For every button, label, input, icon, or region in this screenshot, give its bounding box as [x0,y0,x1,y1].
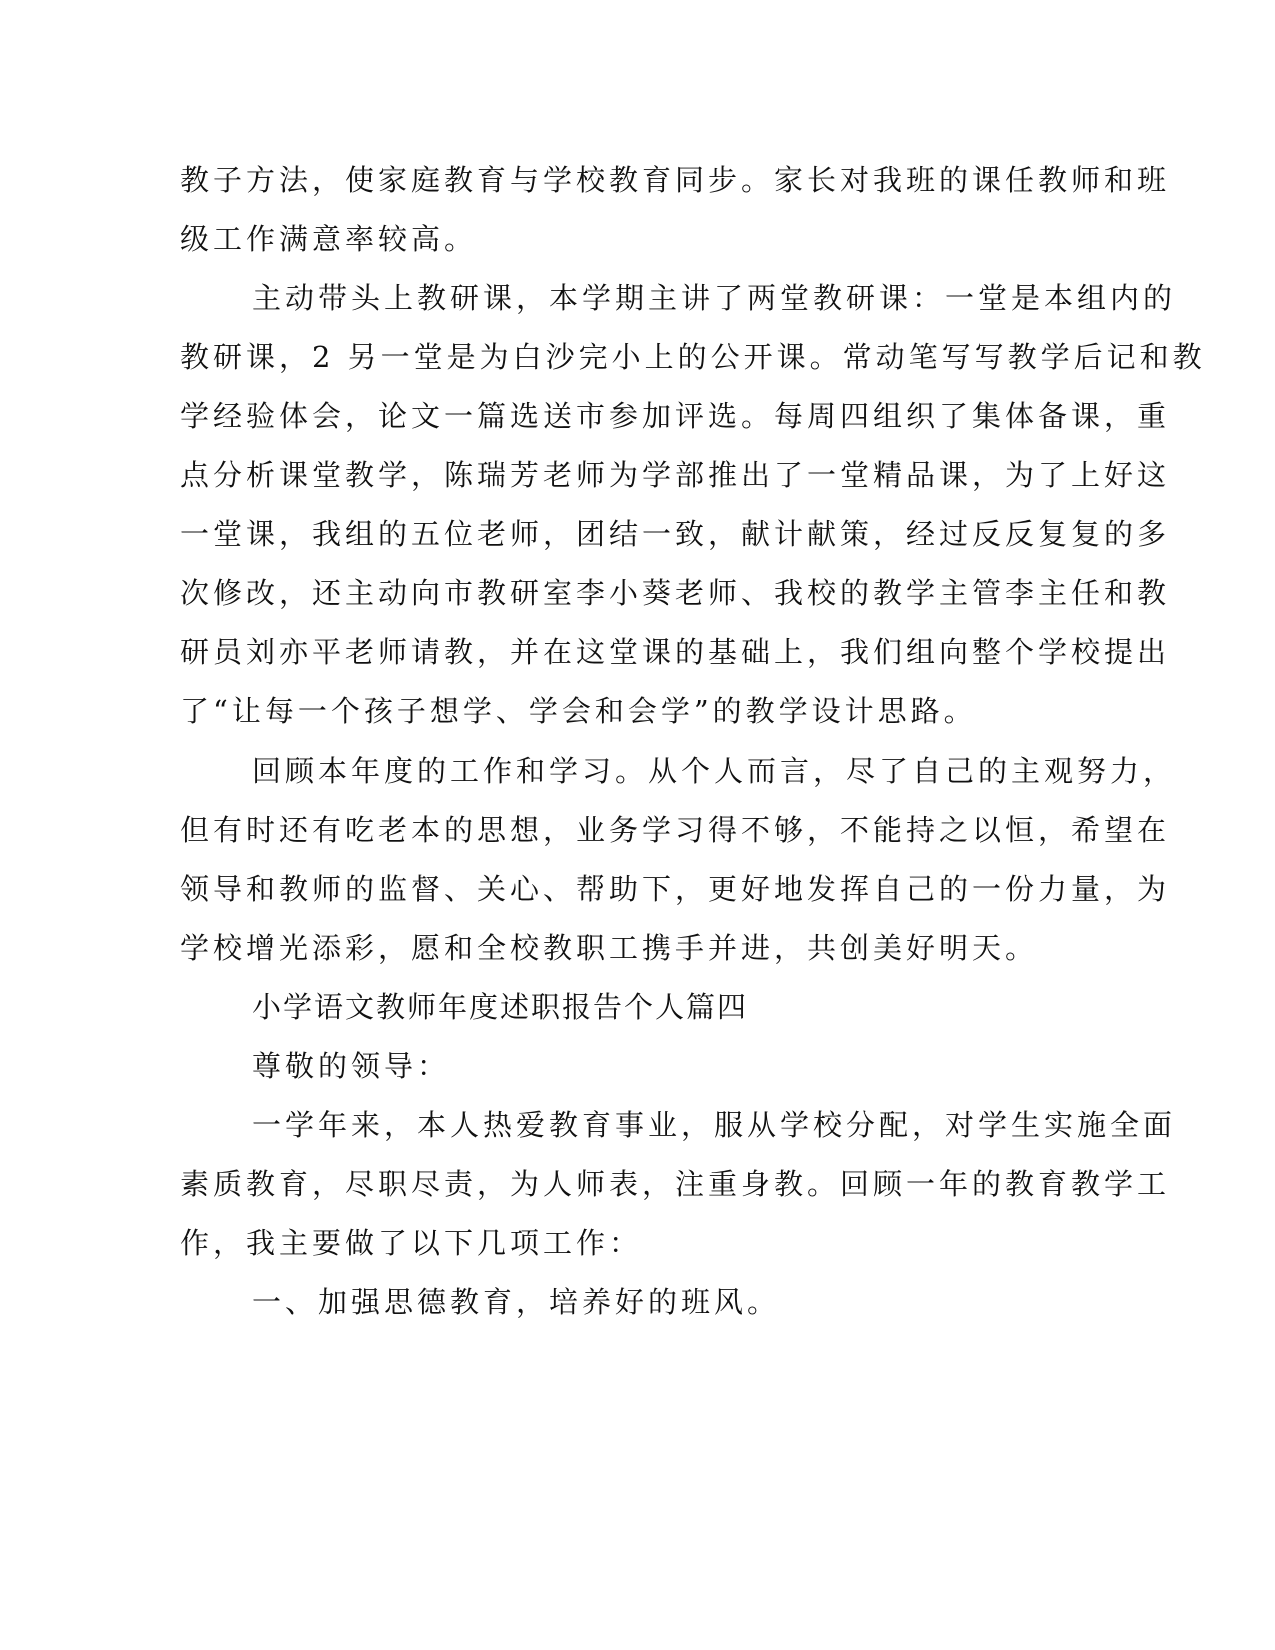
paragraph-3-line-4: 学校增光添彩，愿和全校教职工携手并进，共创美好明天。 [180,931,1039,965]
paragraph-2-line-5: 一堂课，我组的五位老师，团结一致，献计献策，经过反反复复的多 [180,517,1171,551]
paragraph-2-line-2: 教研课，2 另一堂是为白沙完小上的公开课。常动笔写写教学后记和教 [180,340,1206,374]
paragraph-2-line-6: 次修改，还主动向市教研室李小葵老师、我校的教学主管李主任和教 [180,576,1171,610]
paragraph-2-line-8: 了“让每一个孩子想学、学会和会学”的教学设计思路。 [180,694,977,728]
paragraph-1-line-1: 教子方法，使家庭教育与学校教育同步。家长对我班的课任教师和班 [180,163,1171,197]
section-heading: 小学语文教师年度述职报告个人篇四 [252,990,749,1024]
paragraph-4-line-1: 一学年来，本人热爱教育事业，服从学校分配，对学生实施全面 [252,1108,1177,1142]
paragraph-3-line-1: 回顾本年度的工作和学习。从个人而言，尽了自己的主观努力， [252,754,1177,788]
paragraph-2-line-7: 研员刘亦平老师请教，并在这堂课的基础上，我们组向整个学校提出 [180,635,1171,669]
paragraph-4-line-2: 素质教育，尽职尽责，为人师表，注重身教。回顾一年的教育教学工 [180,1167,1171,1201]
paragraph-3-line-2: 但有时还有吃老本的思想，业务学习得不够，不能持之以恒，希望在 [180,813,1171,847]
paragraph-2-line-4: 点分析课堂教学，陈瑞芳老师为学部推出了一堂精品课，为了上好这 [180,458,1171,492]
paragraph-1-line-2: 级工作满意率较高。 [180,222,478,256]
point-one-heading: 一、加强思德教育，培养好的班风。 [252,1285,781,1319]
paragraph-3-line-3: 领导和教师的监督、关心、帮助下，更好地发挥自己的一份力量，为 [180,872,1171,906]
paragraph-4-line-3: 作，我主要做了以下几项工作： [180,1226,643,1260]
salutation: 尊敬的领导： [252,1049,451,1083]
paragraph-2-line-3: 学经验体会，论文一篇选送市参加评选。每周四组织了集体备课，重 [180,399,1171,433]
paragraph-2-line-1: 主动带头上教研课，本学期主讲了两堂教研课：一堂是本组内的 [252,281,1177,315]
